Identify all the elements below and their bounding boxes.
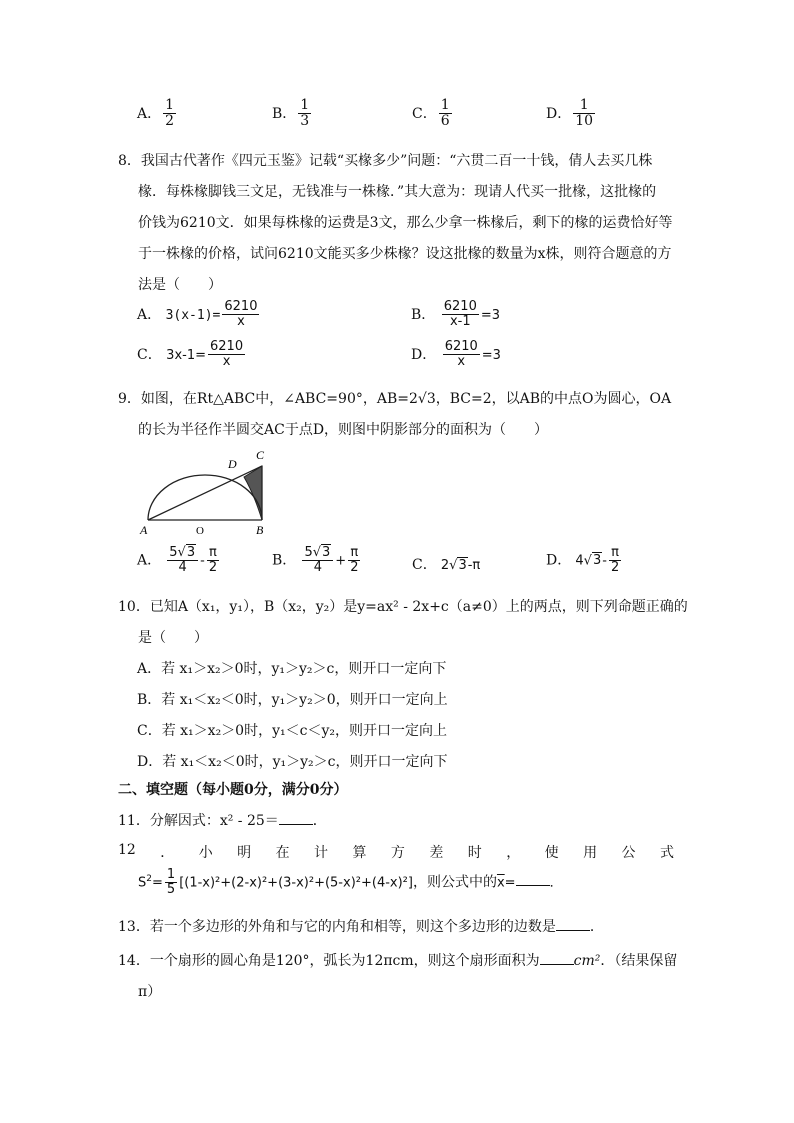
q10-line: 是（ ） (138, 630, 208, 646)
q10-option-a: A．若 x₁＞x₂＞0时，y₁＞y₂＞c，则开口一定向下 (137, 661, 447, 677)
q8-option-a: A． 3(x-1)= $\frac{6210}{x}$ (137, 299, 258, 330)
q8-line: 于一株椽的价格，试问6210文能买多少株椽？设这批椽的数量为x株，则符合题意的方 (138, 246, 672, 262)
q10-option-d: D．若 x₁＜x₂＜0时，y₁＞y₂＞c，则开口一定向下 (137, 754, 448, 770)
q14 (118, 946, 677, 1008)
q8-stem (118, 146, 673, 301)
q9-option-b: B． $\frac{5√3}{4}$ + $\frac{\pi}{2}$ (272, 545, 359, 576)
answer-blank (540, 952, 574, 965)
section-heading: 二、填空题（每小题0分，满分0分） (118, 782, 348, 798)
q8-line: 8．我国古代著作《四元玉鉴》记载“买椽多少”问题：“六贯二百一十钱，倩人去买几株 (118, 153, 653, 169)
q9-option-c: C． 2√3-π (412, 557, 481, 573)
q12-formula: $S^2=$ $\frac{1}{5}$ [(1-x)²+(2-x)²+(3-x)²+(5-x)²+(4-x)²]，则公式中的$\overline{x}=$ ． (138, 867, 563, 898)
q7-option-a: A． $\frac{1}{2}$ (137, 97, 175, 130)
q8-option-c: C． 3x-1= $\frac{6210}{x}$ (137, 339, 244, 370)
label-b: B (256, 523, 264, 537)
answer-blank (279, 812, 313, 825)
q7-option-b: B． $\frac{1}{3}$ (272, 97, 310, 130)
label-d: D (228, 457, 237, 471)
segment-ac (148, 466, 262, 520)
q8-line: 椽．每株椽脚钱三文足，无钱准与一株椽．”其大意为：现请人代买一批椽，这批椽的 (138, 184, 657, 200)
label-o: O (196, 525, 204, 537)
q8-option-d: D． $\frac{6210}{x}$ =3 (411, 339, 501, 370)
q10-option-b: B．若 x₁＜x₂＜0时，y₁＞y₂＞0，则开口一定向上 (137, 692, 448, 708)
q8-line: 法是（ ） (138, 277, 222, 293)
q10-stem (118, 592, 688, 654)
q8-line: 价钱为6210文．如果每株椽的运费是3文，那么少拿一株椽后，剩下的椽的运费恰好等 (138, 215, 673, 231)
q11: 11．分解因式：x² - 25＝ ． (118, 813, 327, 829)
q9-option-a: A． $\frac{5√3}{4}$ - $\frac{\pi}{2}$ (137, 545, 218, 576)
q9-line: 9．如图，在Rt△ABC中，∠ABC=90°，AB=2√3，BC=2，以AB的中点O为圆心，OA (118, 391, 672, 407)
q9-line: 的长为半径作半圆交AC于点D，则图中阴影部分的面积为（ ） (138, 422, 549, 438)
answer-blank (556, 918, 590, 931)
q13: 13．若一个多边形的外角和与它的内角和相等，则这个多边形的边数是 ． (118, 919, 604, 935)
label-a: A (140, 523, 148, 537)
shaded-region (244, 466, 262, 520)
q9-option-d: D． 4√3- $\frac{\pi}{2}$ (546, 545, 620, 576)
q10-line: 10．已知A（x₁，y₁），B（x₂，y₂）是y=ax² - 2x+c（a≠0）上的两点，则下列命题正确的 (118, 599, 688, 615)
q7-option-c: C． $\frac{1}{6}$ (412, 97, 450, 130)
q14-line: 14．一个扇形的圆心角是120°，弧长为12πcm，则这个扇形面积为 cm²．（结果保留 (118, 953, 678, 969)
q9-stem (118, 384, 671, 446)
q12-line1 (118, 842, 674, 862)
semicircle-arc (148, 475, 262, 520)
q10-option-c: C．若 x₁＞x₂＞0时，y₁＜c＜y₂，则开口一定向上 (137, 723, 447, 739)
q12-spread-text: 12 ． 小 明 在 计 算 方 差 时 ， 使 用 公 式 (118, 842, 674, 861)
q10-options (137, 654, 448, 778)
q7-option-d: D． $\frac{1}{10}$ (546, 97, 594, 130)
q8-option-b: B． $\frac{6210}{x-1}$ =3 (411, 299, 501, 330)
answer-blank (516, 873, 550, 886)
q14-line: π） (138, 984, 162, 1000)
label-c: C (256, 448, 265, 462)
q9-figure (138, 446, 278, 538)
